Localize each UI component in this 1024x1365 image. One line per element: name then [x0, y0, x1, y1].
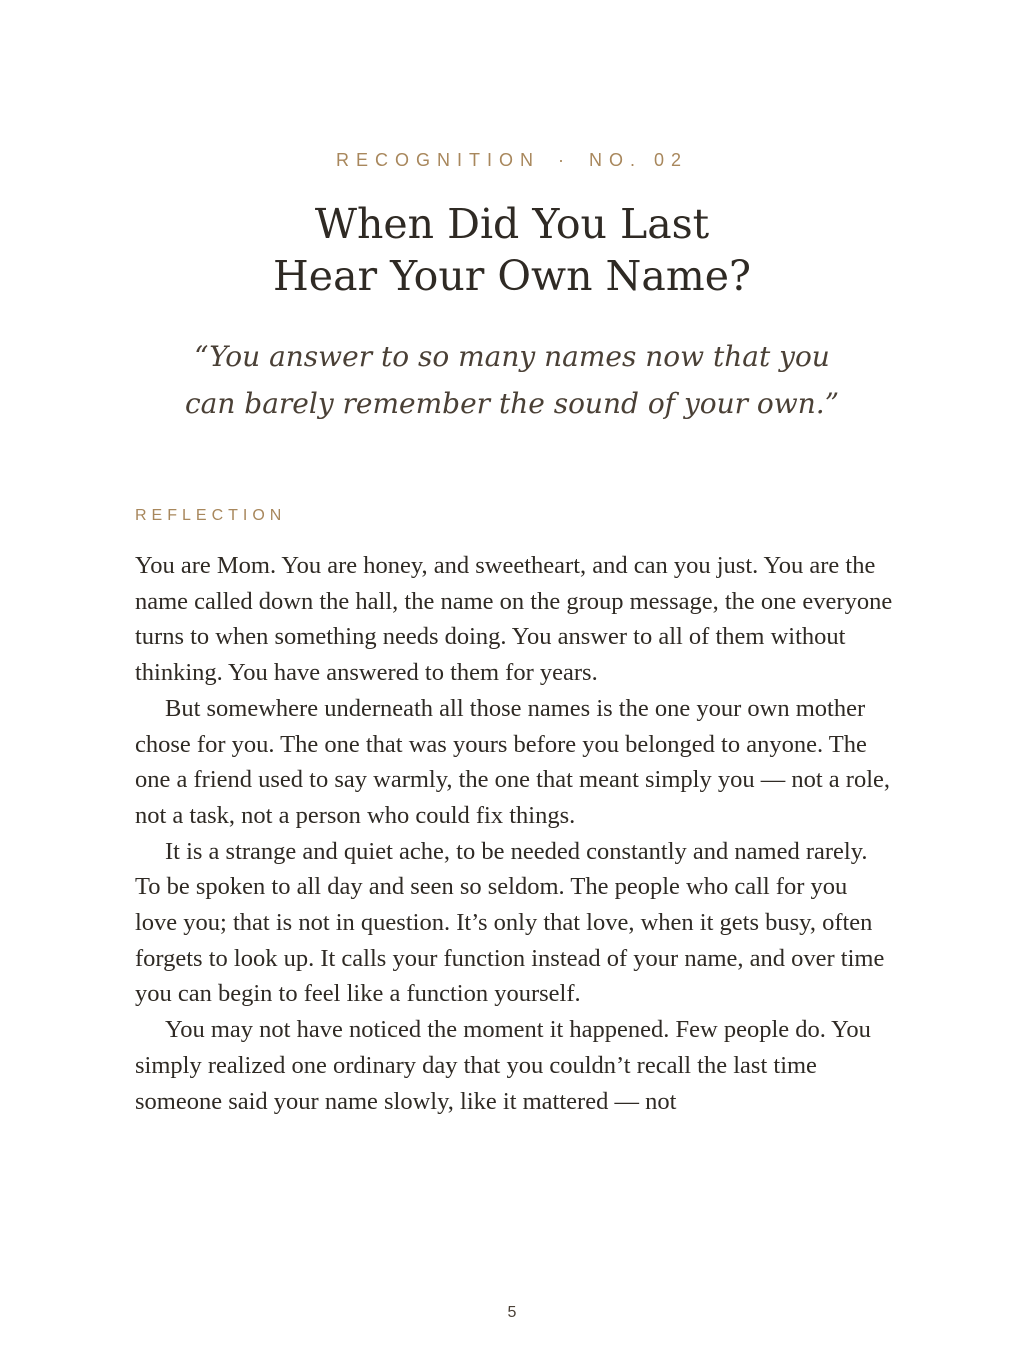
- page-title: [0, 198, 1024, 302]
- paragraph-2: But somewhere underneath all those names is the one your own mother chose for you. The one that was yours before you belonged to anyone. The one a friend used to say warmly, the one that meant simply you — not a role, not a task, not a person who could fix things.: [135, 694, 891, 829]
- paragraph-1: You are Mom. You are honey, and sweetheart, and can you just. You are the name called down the hall, the name on the group message, the one everyone turns to when something needs doing. You answer to all of them without thinking. You have answered to them for years.: [135, 552, 893, 687]
- paragraph-3: It is a strange and quiet ache, to be needed constantly and named rarely. To be spoken to all day and seen so seldom. The people who call for you love you; that is not in question. It’s only that love, when it gets busy, often forgets to look up. It calls your function instead of your name, and over time you can begin to feel like a function yourself.: [135, 837, 885, 1008]
- page-number: 5: [507, 1304, 517, 1321]
- section-name: RECOGNITION: [335, 150, 540, 170]
- pull-quote: “You answer to so many names now that you can barely remember the sound of your own.”: [184, 340, 840, 420]
- title-line-1: When Did You Last: [314, 200, 710, 248]
- title-line-2: Hear Your Own Name?: [273, 252, 751, 300]
- chapter-kicker: [0, 150, 1024, 171]
- paragraph-4: You may not have noticed the moment it happened. Few people do. You simply realized one ordinary day that you couldn’t recall the last time someone said your name slowly, like it mattered — not: [135, 1016, 871, 1115]
- reflection-label: REFLECTION: [135, 507, 287, 524]
- kicker-separator: ·: [557, 150, 571, 170]
- chapter-number: NO. 02: [588, 150, 689, 170]
- body-text: [135, 548, 895, 1119]
